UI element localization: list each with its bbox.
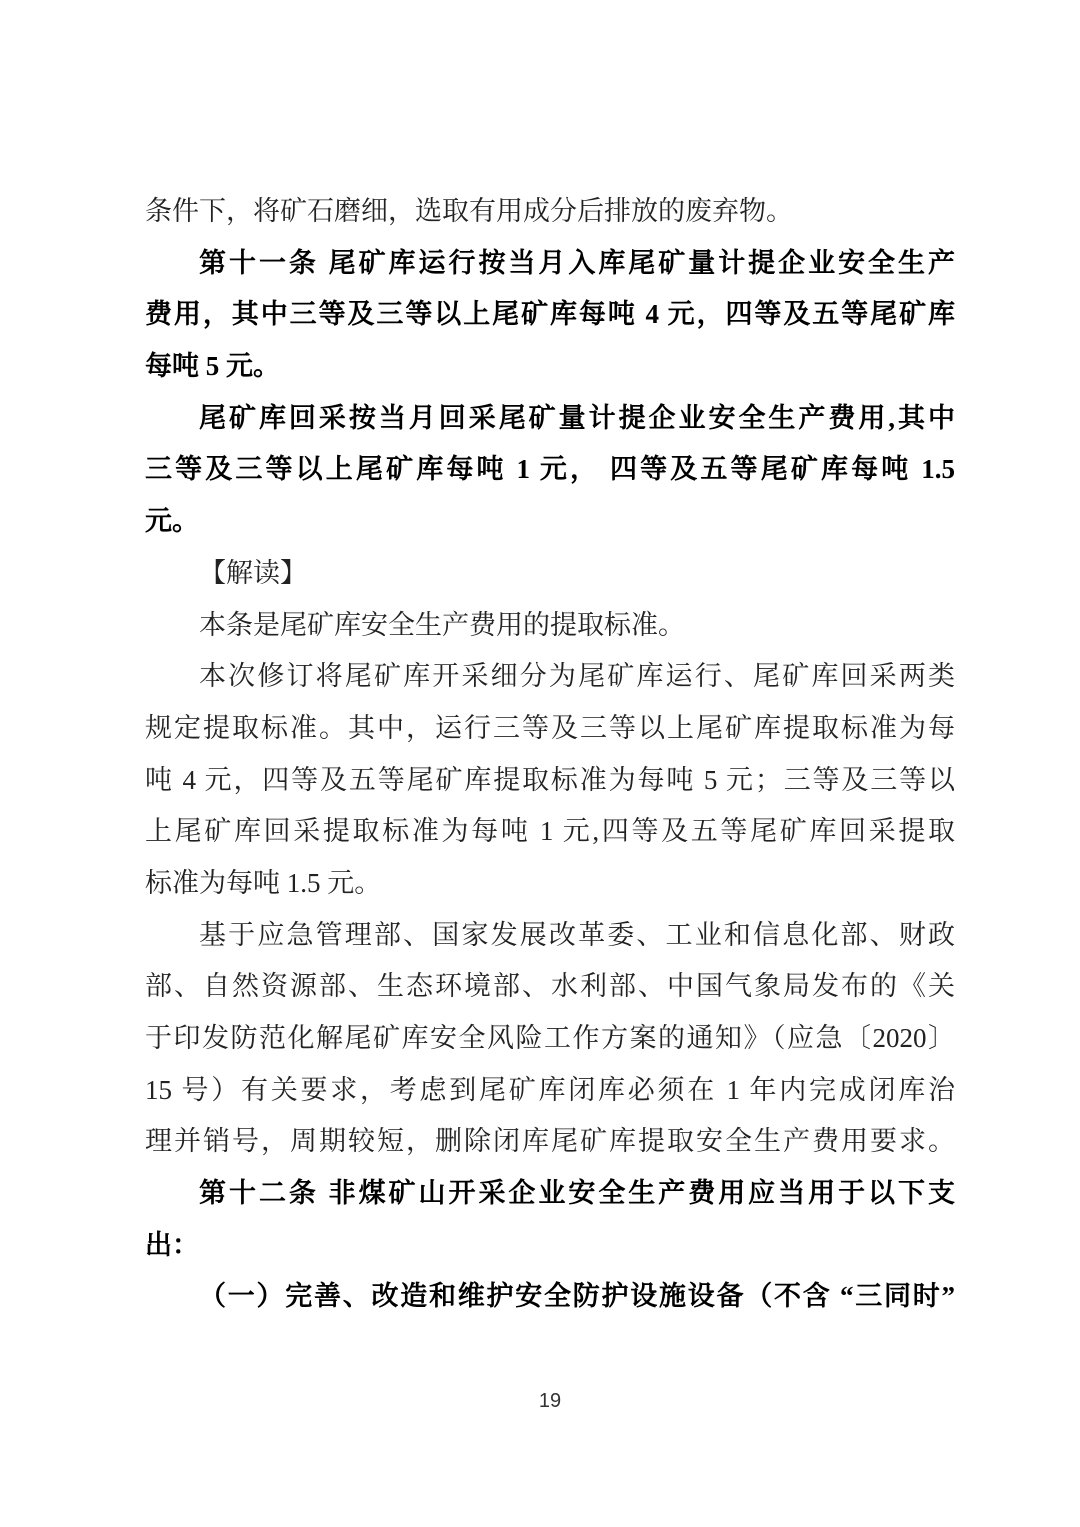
text-line: 于印发防范化解尾矿库安全风险工作方案的通知》（应急〔2020〕 <box>145 1023 955 1053</box>
interpretation-label-line: 【解读】 <box>199 557 307 588</box>
page-number: 19 <box>538 1390 562 1413</box>
text-line: 条件下，将矿石磨细，选取有用成分后排放的废弃物。 <box>145 196 793 226</box>
text-line: 尾矿库回采按当月回采尾矿量计提企业安全生产费用,其中 <box>199 402 955 433</box>
text-line: 三等及三等以上尾矿库每吨 1 元， 四等及五等尾矿库每吨 1.5 <box>145 454 955 485</box>
text-line: 标准为每吨 1.5 元。 <box>145 867 382 898</box>
article-11-heading-line: 第十一条 尾矿库运行按当月入库尾矿量计提企业安全生产 <box>199 247 955 278</box>
text-line: 费用，其中三等及三等以上尾矿库每吨 4 元，四等及五等尾矿库 <box>145 299 955 330</box>
text-line: 本次修订将尾矿库开采细分为尾矿库运行、尾矿库回采两类 <box>199 661 955 692</box>
text-line: 元。 <box>145 506 199 537</box>
text-line: 上尾矿库回采提取标准为每吨 1 元,四等及五等尾矿库回采提取 <box>145 816 955 847</box>
text-line: 理并销号，周期较短，删除闭库尾矿库提取安全生产费用要求。 <box>145 1126 955 1157</box>
text-line: 部、自然资源部、生态环境部、水利部、中国气象局发布的《关 <box>145 971 955 1002</box>
text-line: 出： <box>145 1229 199 1260</box>
list-item-one-line: （一）完善、改造和维护安全防护设施设备（不含 “三同时” <box>199 1281 955 1312</box>
text-line: 15 号）有关要求，考虑到尾矿库闭库必须在 1 年内完成闭库治 <box>145 1074 955 1105</box>
text-line: 吨 4 元，四等及五等尾矿库提取标准为每吨 5 元；三等及三等以 <box>145 764 955 795</box>
article-12-heading-line: 第十二条 非煤矿山开采企业安全生产费用应当用于以下支 <box>199 1178 955 1209</box>
text-line: 本条是尾矿库安全生产费用的提取标准。 <box>199 609 685 640</box>
text-line: 基于应急管理部、国家发展改革委、工业和信息化部、财政 <box>199 919 955 950</box>
text-line: 每吨 5 元。 <box>145 351 280 382</box>
text-line: 规定提取标准。其中，运行三等及三等以上尾矿库提取标准为每 <box>145 712 955 743</box>
